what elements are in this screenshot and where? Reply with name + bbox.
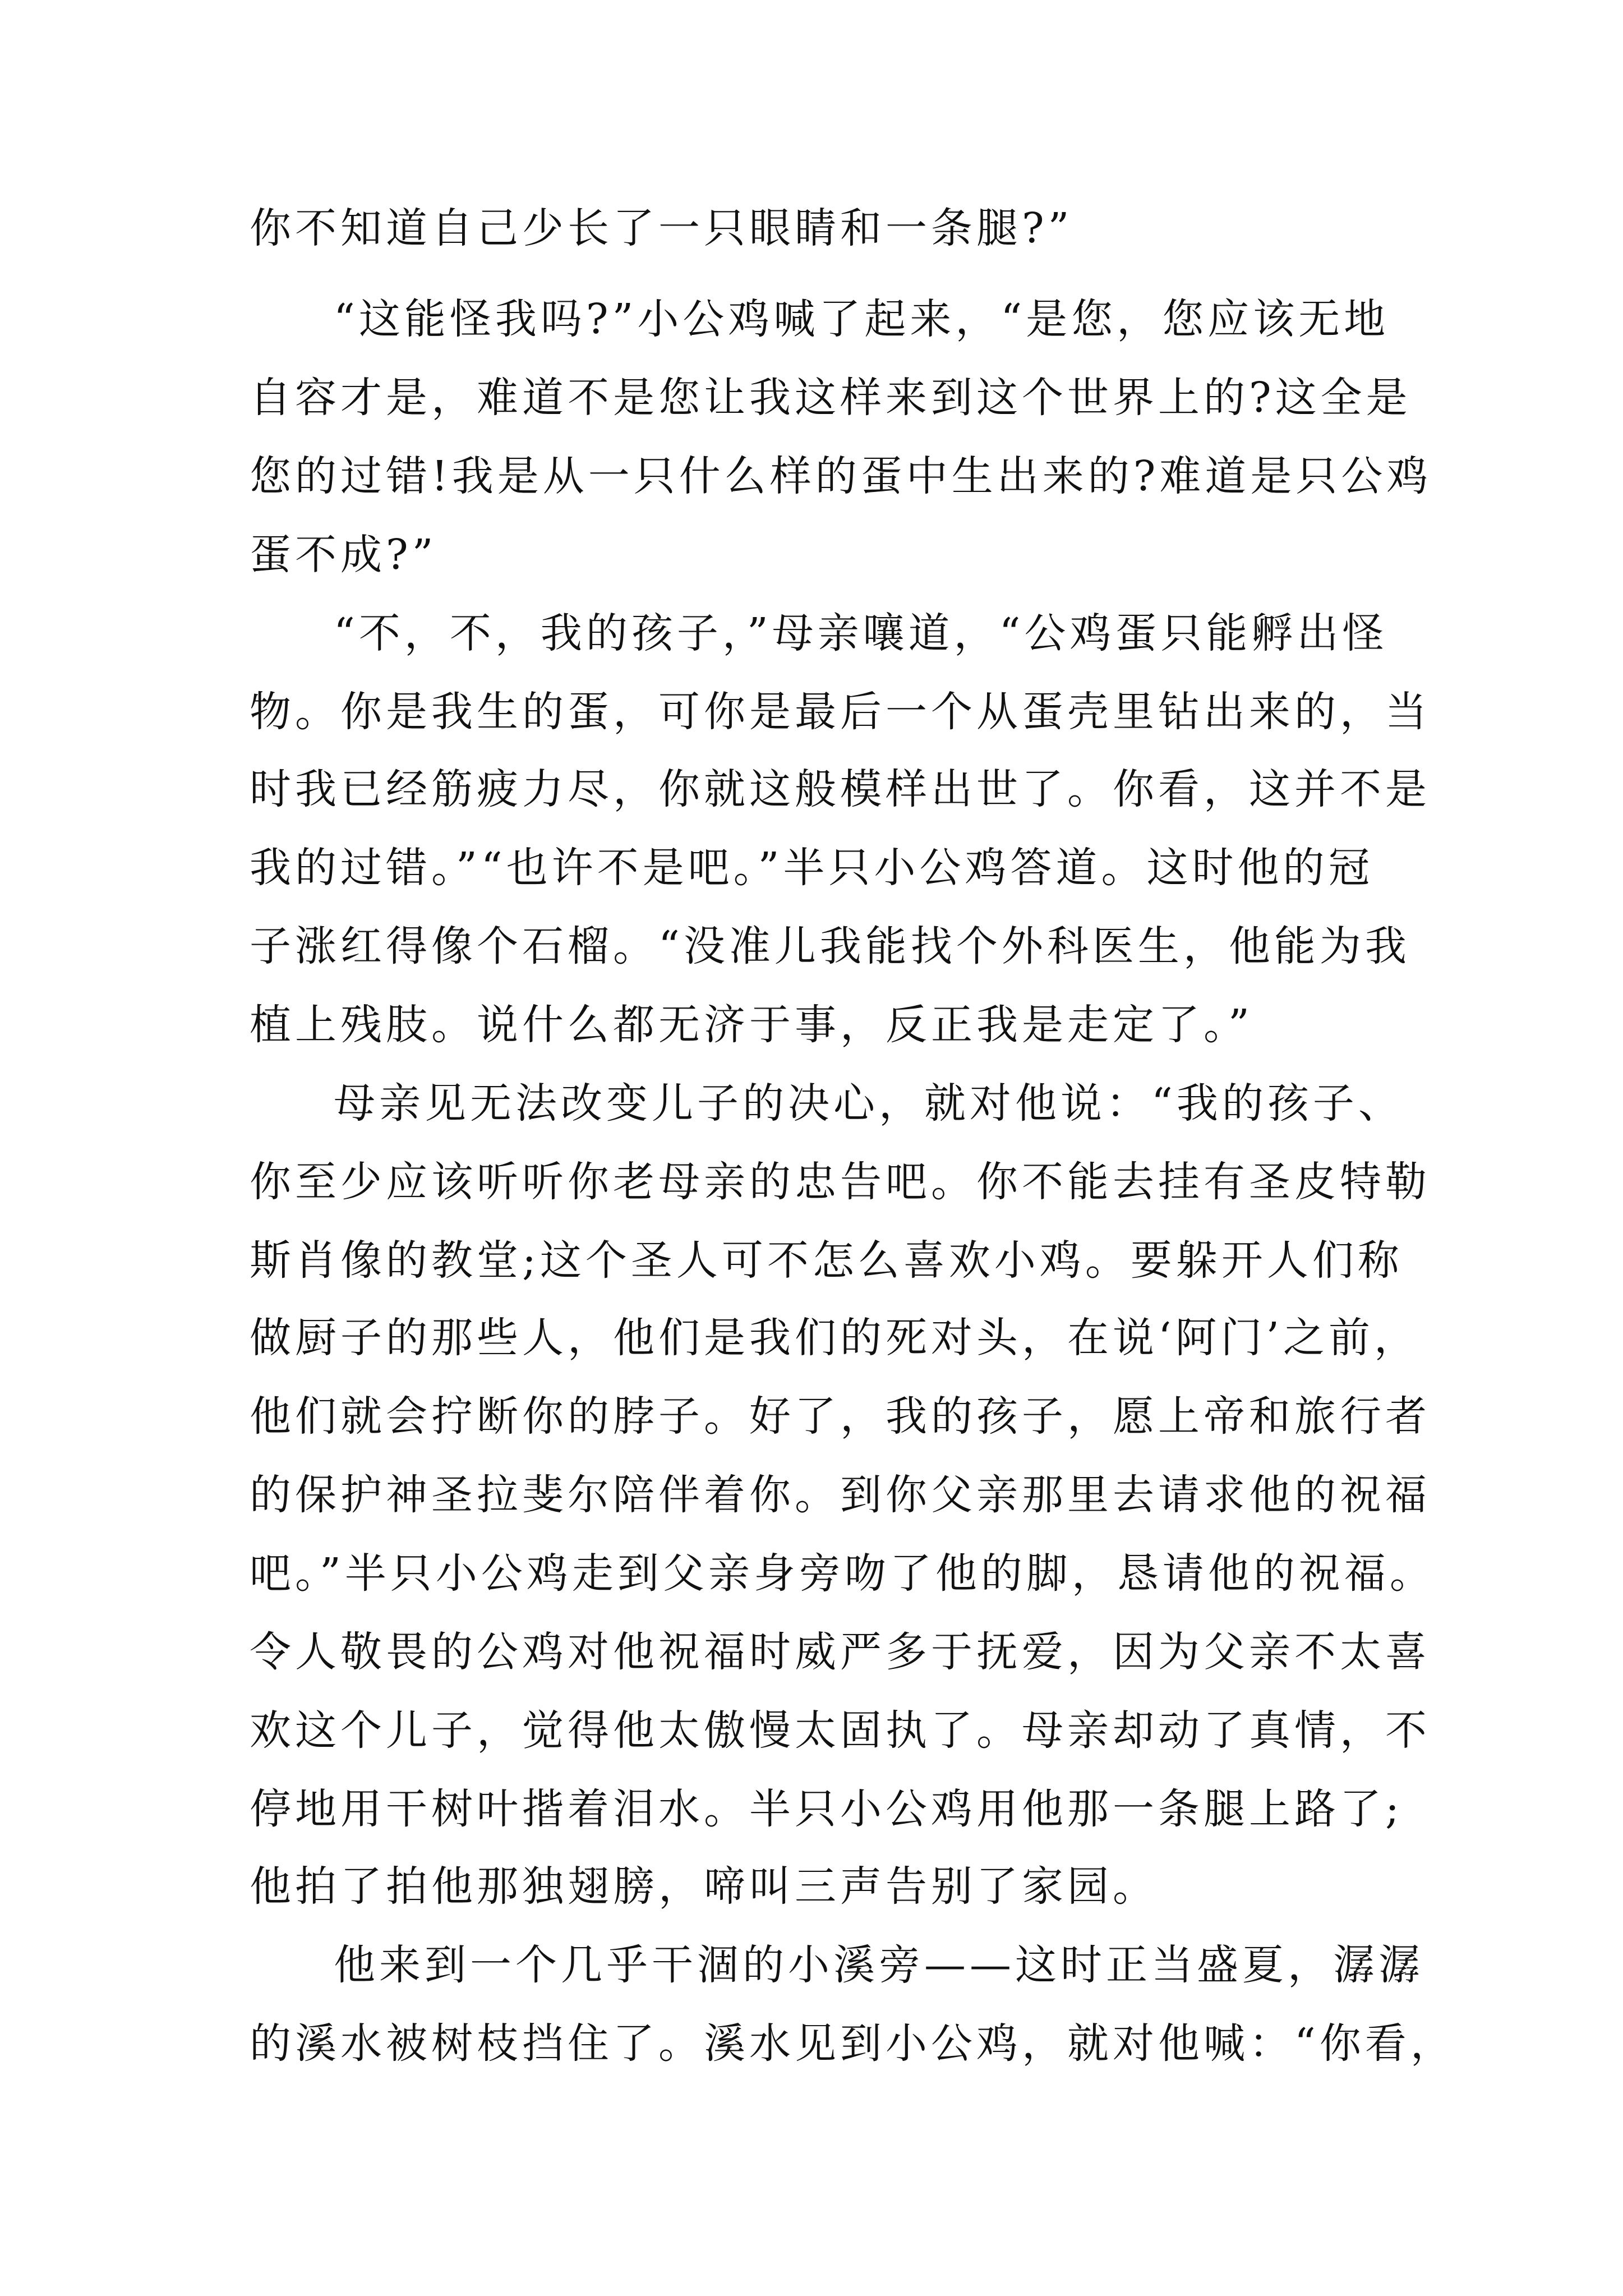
text-line: 子涨红得像个石榴。“没准儿我能找个外科医生，他能为我 xyxy=(250,922,1410,970)
paragraph-start-line: 他来到一个几乎干涸的小溪旁——这时正当盛夏，潺潺 xyxy=(334,1941,1424,1989)
text-line: 的保护神圣拉斐尔陪伴着你。到你父亲那里去请求他的祝福 xyxy=(250,1471,1431,1519)
text-line: 令人敬畏的公鸡对他祝福时威严多于抚爱，因为父亲不太喜 xyxy=(250,1628,1431,1676)
text-line: 欢这个儿子，觉得他太傲慢太固执了。母亲却动了真情，不 xyxy=(250,1706,1431,1755)
text-line: 你至少应该听听你老母亲的忠告吧。你不能去挂有圣皮特勒 xyxy=(250,1158,1431,1206)
text-line: 物。你是我生的蛋，可你是最后一个从蛋壳里钻出来的，当 xyxy=(250,688,1431,736)
text-line: 自容才是，难道不是您让我这样来到这个世界上的?这全是 xyxy=(250,374,1412,422)
paragraph-start-line: 母亲见无法改变儿子的决心，就对他说：“我的孩子、 xyxy=(334,1079,1404,1128)
text-line: 您的过错!我是从一只什么样的蛋中生出来的?难道是只公鸡 xyxy=(250,452,1432,500)
text-line: 你不知道自己少长了一只眼睛和一条腿?” xyxy=(250,204,1073,252)
text-line: 停地用干树叶揩着泪水。半只小公鸡用他那一条腿上路了; xyxy=(250,1785,1403,1833)
text-line: 他们就会拧断你的脖子。好了，我的孩子，愿上帝和旅行者 xyxy=(250,1392,1431,1441)
text-line: 植上残肢。说什么都无济于事，反正我是走定了。” xyxy=(250,1001,1253,1049)
text-line: 蛋不成?” xyxy=(250,531,437,579)
paragraph-start-line: “这能怪我吗?”小公鸡喊了起来，“是您，您应该无地 xyxy=(334,295,1390,343)
paragraph-start-line: “不，不，我的孩子，”母亲嚷道，“公鸡蛋只能孵出怪 xyxy=(334,609,1388,657)
text-line: 的溪水被树枝挡住了。溪水见到小公鸡，就对他喊：“你看， xyxy=(250,2019,1456,2068)
text-line: 我的过错。”“也许不是吧。”半只小公鸡答道。这时他的冠 xyxy=(250,844,1374,892)
text-line: 斯肖像的教堂;这个圣人可不怎么喜欢小鸡。要躲开人们称 xyxy=(250,1236,1403,1285)
text-line: 做厨子的那些人，他们是我们的死对头，在说‘阿门’之前， xyxy=(250,1314,1420,1362)
text-line: 时我已经筋疲力尽，你就这般模样出世了。你看，这并不是 xyxy=(250,765,1431,813)
text-line: 他拍了拍他那独翅膀，啼叫三声告别了家园。 xyxy=(250,1862,1158,1911)
text-line: 吧。”半只小公鸡走到父亲身旁吻了他的脚，恳请他的祝福。 xyxy=(250,1549,1435,1598)
